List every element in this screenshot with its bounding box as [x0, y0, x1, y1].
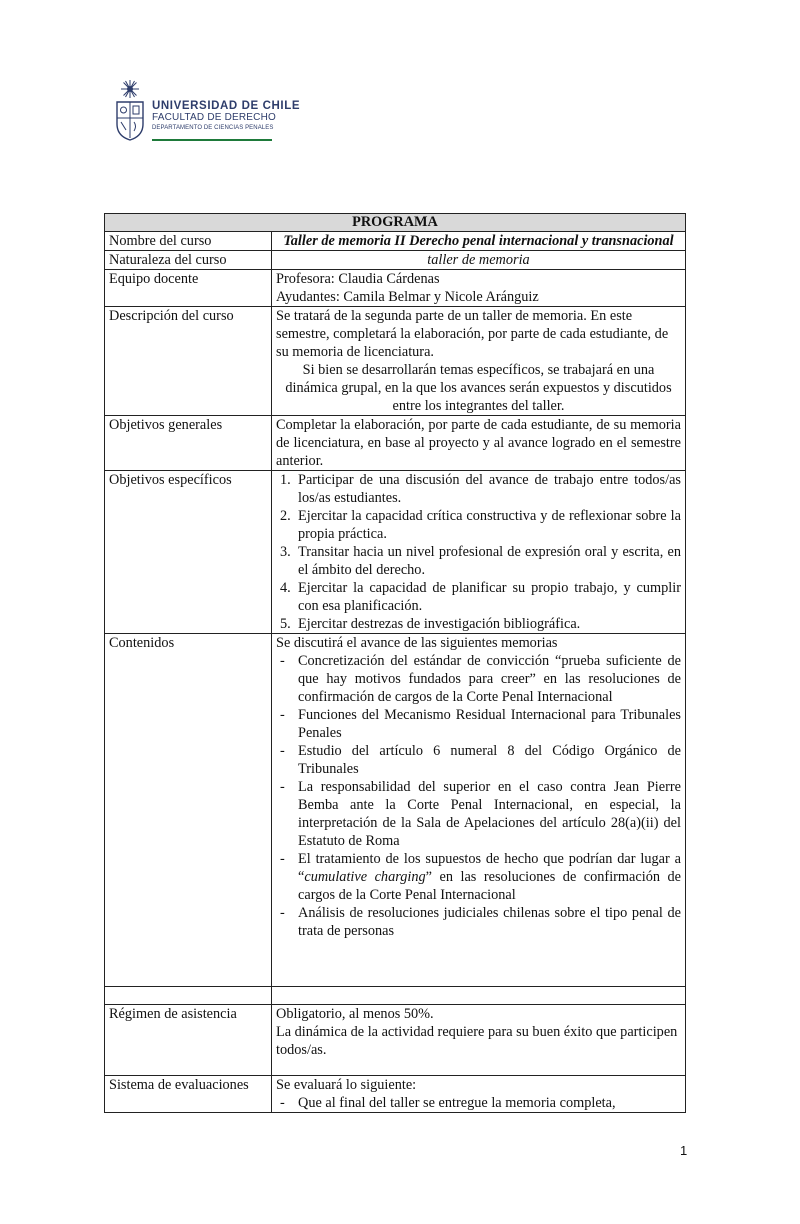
- description-paragraph-1: Se tratará de la segunda parte de un taller de memoria. En este semestre, completará la elaboración, por parte de cada estudiante, de su memoria de licenciatura.: [276, 308, 669, 360]
- program-table: [104, 213, 686, 1113]
- description-paragraph-2: Si bien se desarrollarán temas específicos, se trabajará en una dinámica grupal, en la que los avances serán expuestos y discutidos entre los integrantes del taller.: [285, 362, 672, 414]
- specific-objectives-value: [272, 471, 686, 634]
- list-item: - El tratamiento de los supuestos de hecho que podrían dar lugar a “cumulative charging” en las resoluciones de confirmación de cargos de la Corte Penal Internacional: [280, 851, 681, 903]
- university-logo: [112, 78, 312, 144]
- row-label-team: Equipo docente: [105, 270, 272, 307]
- table-row: [105, 1076, 686, 1113]
- university-crest-icon: [112, 78, 148, 142]
- program-title: PROGRAMA: [105, 214, 686, 232]
- list-item: - La responsabilidad del superior en el caso contra Jean Pierre Bemba ante la Corte Penal Internacional, en especial, la interpretación de la Sala de Apelaciones del artículo 28(a)(ii) del Estatuto de Roma: [280, 779, 681, 849]
- row-label-evaluation: Sistema de evaluaciones: [105, 1076, 272, 1113]
- empty-cell: [272, 987, 686, 1005]
- empty-cell: [105, 987, 272, 1005]
- list-item: 3. Transitar hacia un nivel profesional de expresión oral y escrita, en el ámbito del derecho.: [280, 544, 681, 578]
- list-item: - Que al final del taller se entregue la memoria completa,: [280, 1095, 616, 1111]
- evaluation-intro: Se evaluará lo siguiente:: [276, 1077, 417, 1093]
- professor-line: Profesora: Claudia Cárdenas: [276, 271, 440, 287]
- row-label-course-name: Nombre del curso: [105, 232, 272, 251]
- description-value: [272, 307, 686, 416]
- table-row: [105, 416, 686, 471]
- row-label-description: Descripción del curso: [105, 307, 272, 416]
- table-row: [105, 251, 686, 270]
- general-objectives-value: Completar la elaboración, por parte de cada estudiante, de su memoria de licenciatura, en base al proyecto y al avance logrado en el semestre anterior.: [272, 416, 686, 471]
- table-row: [105, 471, 686, 634]
- logo-rule: [152, 139, 272, 141]
- row-label-nature: Naturaleza del curso: [105, 251, 272, 270]
- row-label-attendance: Régimen de asistencia: [105, 1005, 272, 1076]
- evaluation-value: [272, 1076, 686, 1113]
- page-number: 1: [680, 1143, 688, 1158]
- list-item: 2. Ejercitar la capacidad crítica constructiva y de reflexionar sobre la propia práctica.: [280, 508, 681, 542]
- assistants-line: Ayudantes: Camila Belmar y Nicole Aránguiz: [276, 289, 539, 305]
- attendance-line-1: Obligatorio, al menos 50%.: [276, 1006, 434, 1022]
- list-item: 4. Ejercitar la capacidad de planificar su propio trabajo, y cumplir con esa planificación.: [280, 580, 681, 614]
- contents-value: [272, 634, 686, 987]
- list-item: - Análisis de resoluciones judiciales chilenas sobre el tipo penal de trata de personas: [280, 905, 681, 939]
- table-row: [105, 232, 686, 251]
- list-item: - Estudio del artículo 6 numeral 8 del Código Orgánico de Tribunales: [280, 743, 681, 777]
- table-row-empty: [105, 987, 686, 1005]
- contents-list: [276, 652, 681, 940]
- course-name-value: Taller de memoria II Derecho penal internacional y transnacional: [272, 232, 686, 251]
- table-row: [105, 270, 686, 307]
- list-item: 5. Ejercitar destrezas de investigación bibliográfica.: [280, 616, 581, 632]
- logo-faculty: FACULTAD DE DERECHO: [152, 112, 277, 123]
- table-row: [105, 1005, 686, 1076]
- row-label-contents: Contenidos: [105, 634, 272, 987]
- team-value: [272, 270, 686, 307]
- row-label-specific-objectives: Objetivos específicos: [105, 471, 272, 634]
- attendance-line-2: La dinámica de la actividad requiere para su buen éxito que participen todos/as.: [276, 1024, 678, 1058]
- list-item: - Concretización del estándar de convicción “prueba suficiente de que hay motivos fundados para creer” en las resoluciones de confirmación de cargos de la Corte Penal Internacional: [280, 653, 681, 705]
- logo-department: DEPARTAMENTO DE CIENCIAS PENALES: [152, 125, 274, 131]
- contents-intro: Se discutirá el avance de las siguientes memorias: [276, 635, 558, 651]
- attendance-value: [272, 1005, 686, 1076]
- row-label-general-objectives: Objetivos generales: [105, 416, 272, 471]
- specific-objectives-list: [276, 471, 681, 633]
- list-item: 1. Participar de una discusión del avance de trabajo entre todos/as los/as estudiantes.: [280, 472, 681, 506]
- table-row: [105, 307, 686, 416]
- nature-value: taller de memoria: [272, 251, 686, 270]
- table-row: [105, 634, 686, 987]
- table-header-row: [105, 214, 686, 232]
- list-item: - Funciones del Mecanismo Residual Internacional para Tribunales Penales: [280, 707, 681, 741]
- evaluation-list: [276, 1094, 681, 1112]
- logo-university: UNIVERSIDAD DE CHILE: [152, 100, 301, 112]
